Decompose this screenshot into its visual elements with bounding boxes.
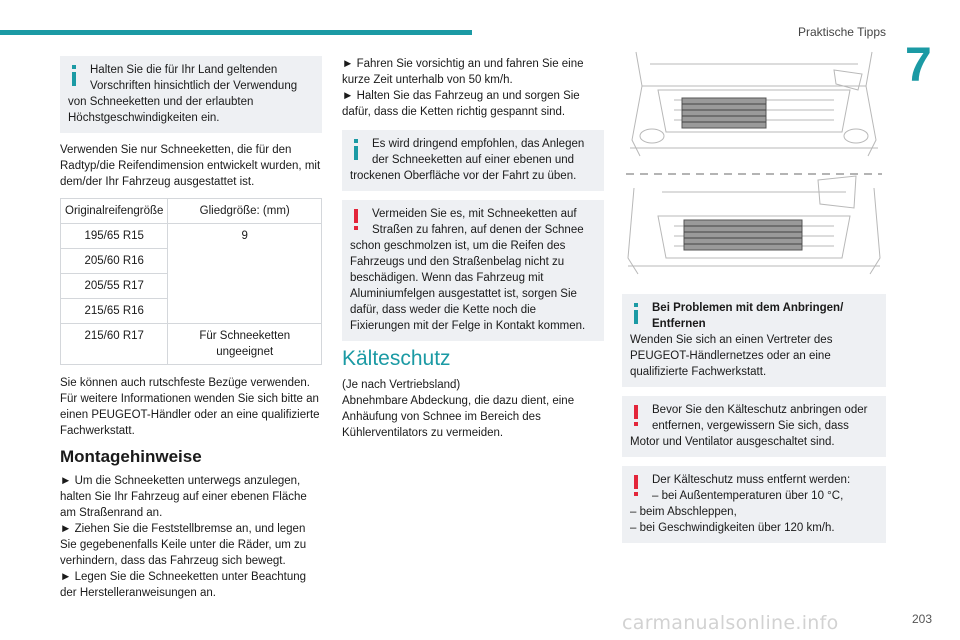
warning-list-item: – bei Geschwindigkeiten über 120 km/h. [630, 522, 835, 534]
info-box [622, 294, 886, 387]
warning-text-rest: Motor und Ventilator ausgeschaltet sind. [630, 436, 835, 448]
warning-list-item: – beim Abschleppen, [630, 506, 737, 518]
page-number: 203 [912, 612, 933, 626]
after-table-paragraph: Sie können auch rutschfeste Bezüge verwenden. Für weitere Informationen wenden Sie sich bitte an einen PEUGEOT-Händler oder an eine qualifizierte Fachwerkstatt. [60, 377, 320, 437]
table-row [61, 224, 322, 249]
info-text-first: Es wird dringend empfohlen, das Anlegen der Schneeketten auf einer ebenen und [372, 138, 585, 166]
warning-list-item: – bei Außentemperaturen über 10 °C, [652, 490, 844, 502]
cold-protection-illustration [622, 48, 886, 284]
info-text-rest: Wenden Sie sich an einen Vertreter des PEUGEOT-Händlernetzes oder an eine qualifizierte Fachwerkstatt. [630, 334, 833, 378]
table-cell-tire: 195/65 R15 [61, 224, 168, 249]
info-text-rest: von Schneeketten und der erlaubten Höchstgeschwindigkeiten ein. [68, 96, 254, 124]
table-cell-tire: 205/60 R16 [61, 249, 168, 274]
tire-chain-table [60, 198, 322, 365]
info-icon [72, 65, 76, 86]
warning-icon [634, 475, 638, 496]
info-title-second: Entfernen [652, 318, 706, 330]
column-left [60, 56, 322, 601]
step-item: ► Fahren Sie vorsichtig an und fahren Sie eine kurze Zeit unterhalb von 50 km/h. [342, 58, 584, 86]
table-cell-tire: 215/60 R17 [61, 324, 168, 365]
info-box [60, 56, 322, 133]
grille-cover-drawing [622, 48, 886, 284]
heading-montagehinweise: Montagehinweise [60, 447, 202, 466]
step-item: ► Um die Schneeketten unterwegs anzulegen, halten Sie Ihr Fahrzeug auf einer ebenen Fläche am Straßenrand an. [60, 475, 307, 519]
table-cell-tire: 215/65 R16 [61, 299, 168, 324]
warning-text-first: Bevor Sie den Kälteschutz anbringen oder entfernen, vergewissern Sie sich, dass [652, 404, 868, 432]
warning-text-first: Vermeiden Sie es, mit Schneeketten auf Straßen zu fahren, auf denen der Schnee [372, 208, 584, 236]
description-text: Abnehmbare Abdeckung, die dazu dient, eine Anhäufung von Schnee im Bereich des Kühlerventilators zu vermeiden. [342, 395, 575, 439]
table-cell-link: Für Schneeketten ungeeignet [168, 324, 322, 365]
intro-paragraph: Verwenden Sie nur Schneeketten, die für den Radtyp/die Reifendimension entwickelt wurden, mit dem/der Ihr Fahrzeug ausgestattet ist. [60, 144, 321, 188]
table-header-row [61, 199, 322, 224]
section-title: Praktische Tipps [797, 25, 886, 39]
warning-box [622, 466, 886, 543]
table-row [61, 324, 322, 365]
table-header-link-size: Gliedgröße: (mm) [168, 199, 322, 224]
warning-text-rest: schon geschmolzen ist, um die Reifen des Fahrzeugs und den Straßenbelag nicht zu beschädigen. Wenn das Fahrzeug mit Aluminiumfelgen ausgestattet ist, sorgen Sie dafür, dass weder die Kette noch die Fixierungen mit der Felge in Kontakt kommen. [350, 240, 586, 332]
info-title-first: Bei Problemen mit dem Anbringen/ [652, 302, 844, 314]
warning-icon [354, 209, 358, 230]
warning-box [622, 396, 886, 457]
heading-kalteschutz: Kälteschutz [342, 347, 451, 370]
table-header-tire-size: Originalreifengröße [61, 199, 168, 224]
info-icon [634, 303, 638, 324]
table-cell-link: 9 [168, 224, 322, 324]
availability-note: (Je nach Vertriebsland) [342, 379, 461, 391]
column-middle [342, 56, 604, 441]
warning-text-first: Der Kälteschutz muss entfernt werden: [652, 474, 851, 486]
column-right [622, 48, 886, 552]
warning-box [342, 200, 604, 341]
info-icon [354, 139, 358, 160]
info-text-first: Halten Sie die für Ihr Land geltenden Vorschriften hinsichtlich der Verwendung [90, 64, 298, 92]
step-item: ► Legen Sie die Schneeketten unter Beachtung der Herstelleranweisungen an. [60, 571, 307, 599]
info-text-rest: trockenen Oberfläche vor der Fahrt zu üben. [350, 170, 577, 182]
warning-icon [634, 405, 638, 426]
table-cell-tire: 205/55 R17 [61, 274, 168, 299]
step-item: ► Ziehen Sie die Feststellbremse an, und legen Sie gegebenenfalls Keile unter die Räder, um zu verhindern, dass das Fahrzeug sich bewegt. [60, 523, 307, 567]
watermark: carmanualsonline.info [622, 612, 839, 634]
header-accent-bar [0, 30, 472, 35]
chapter-number: 7 [905, 39, 932, 92]
step-item: ► Halten Sie das Fahrzeug an und sorgen Sie dafür, dass die Ketten richtig gespannt sind. [342, 90, 580, 118]
info-box [342, 130, 604, 191]
